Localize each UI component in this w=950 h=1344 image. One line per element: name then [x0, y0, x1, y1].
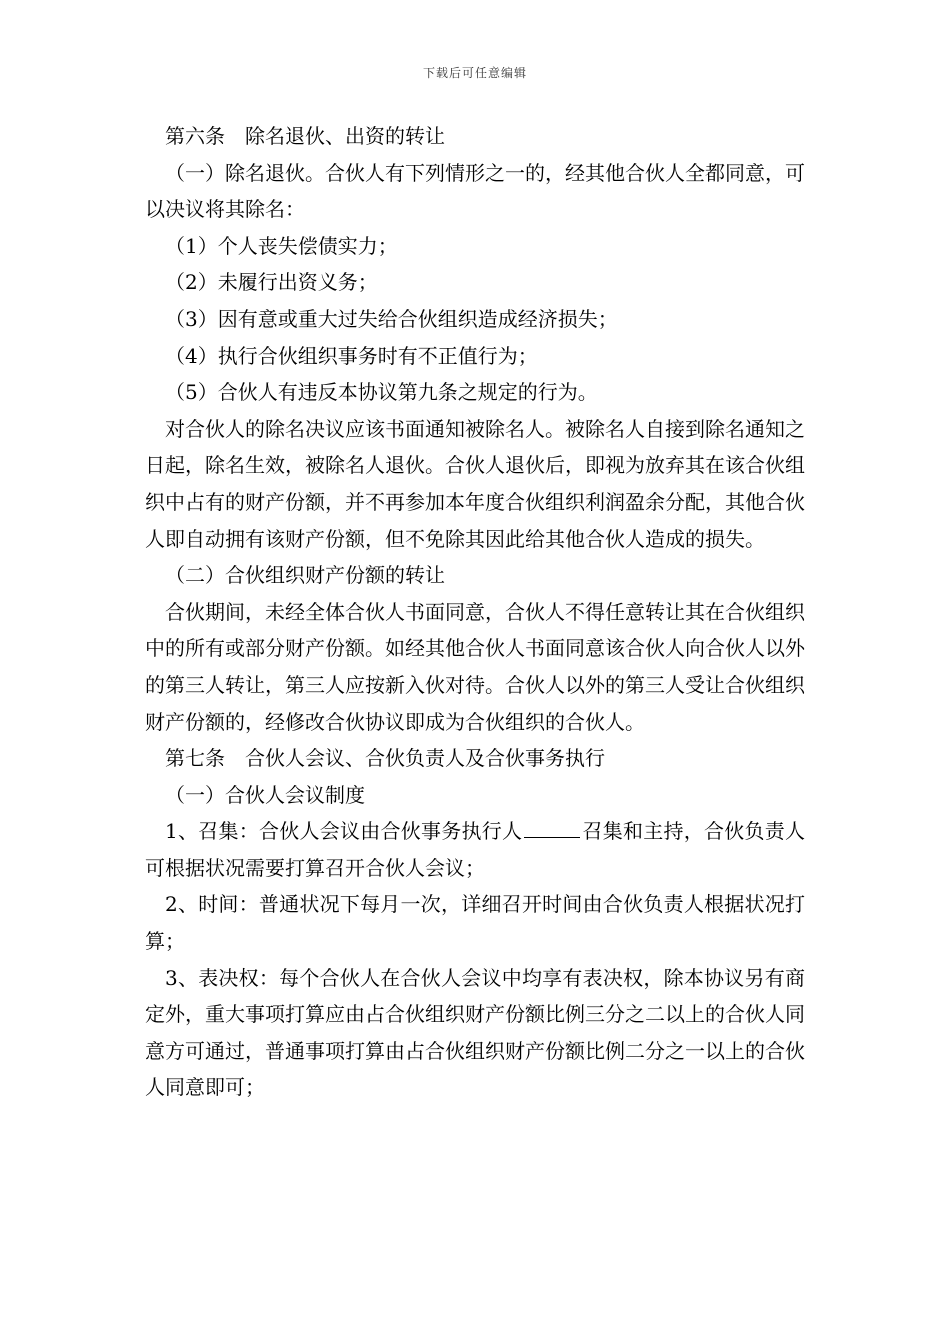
section-meeting-heading: （一）合伙人会议制度 [165, 782, 365, 807]
article-6-heading: 第六条 除名退伙、出资的转让 [165, 124, 445, 148]
transfer-paragraph: 合伙期间，未经全体合伙人书面同意，合伙人不得任意转让其在合伙组织中的所有或部分财产份额。如经其他合伙人书面同意该合伙人向合伙人以外的第三人转让，第三人应按新入伙对待。合伙人以外的第三人受让合伙组织财产份额的，经修改合伙协议即成为合伙组织的合伙人。 [145, 599, 805, 734]
removal-condition-3: （3）因有意或重大过失给合伙组织造成经济损失； [165, 306, 618, 331]
section-transfer-heading: （二）合伙组织财产份额的转让 [165, 563, 445, 588]
document-body [145, 118, 805, 1106]
section-removal-paragraph: （一）除名退伙。合伙人有下列情形之一的，经其他合伙人全都同意，可以决议将其除名： [145, 160, 805, 222]
meeting-convening-text-after: 召集和主持，合伙负责人可根据状况需要打算召开合伙人会议； [145, 819, 805, 880]
fill-in-blank[interactable] [524, 819, 580, 838]
removal-condition-5: （5）合伙人有违反本协议第九条之规定的行为。 [165, 380, 598, 405]
meeting-convening-text-before: 1、召集：合伙人会议由合伙事务执行人 [165, 819, 523, 844]
removal-notice-paragraph: 对合伙人的除名决议应该书面通知被除名人。被除名人自接到除名通知之日起，除名生效，被除名人退伙。合伙人退伙后，即视为放弃其在该合伙组织中占有的财产份额，并不再参加本年度合伙组织利润盈余分配，其他合伙人即自动拥有该财产份额，但不免除其因此给其他合伙人造成的损失。 [145, 416, 805, 551]
removal-condition-2: （2）未履行出资义务； [165, 270, 378, 295]
meeting-time-paragraph: 2、时间：普通状况下每月一次，详细召开时间由合伙负责人根据状况打算； [145, 892, 805, 954]
removal-condition-4: （4）执行合伙组织事务时有不正值行为； [165, 343, 538, 368]
voting-rights-paragraph: 3、表决权：每个合伙人在合伙人会议中均享有表决权，除本协议另有商定外，重大事项打算应由占合伙组织财产份额比例三分之二以上的合伙人同意方可通过，普通事项打算由占合伙组织财产份额比例二分之一以上的合伙人同意即可； [145, 965, 805, 1100]
header-note: 下载后可任意编辑 [422, 66, 527, 80]
meeting-convening-paragraph [145, 813, 805, 886]
article-7-heading: 第七条 合伙人会议、合伙负责人及合伙事务执行 [165, 746, 605, 771]
removal-condition-1: （1）个人丧失偿债实力； [165, 233, 398, 258]
